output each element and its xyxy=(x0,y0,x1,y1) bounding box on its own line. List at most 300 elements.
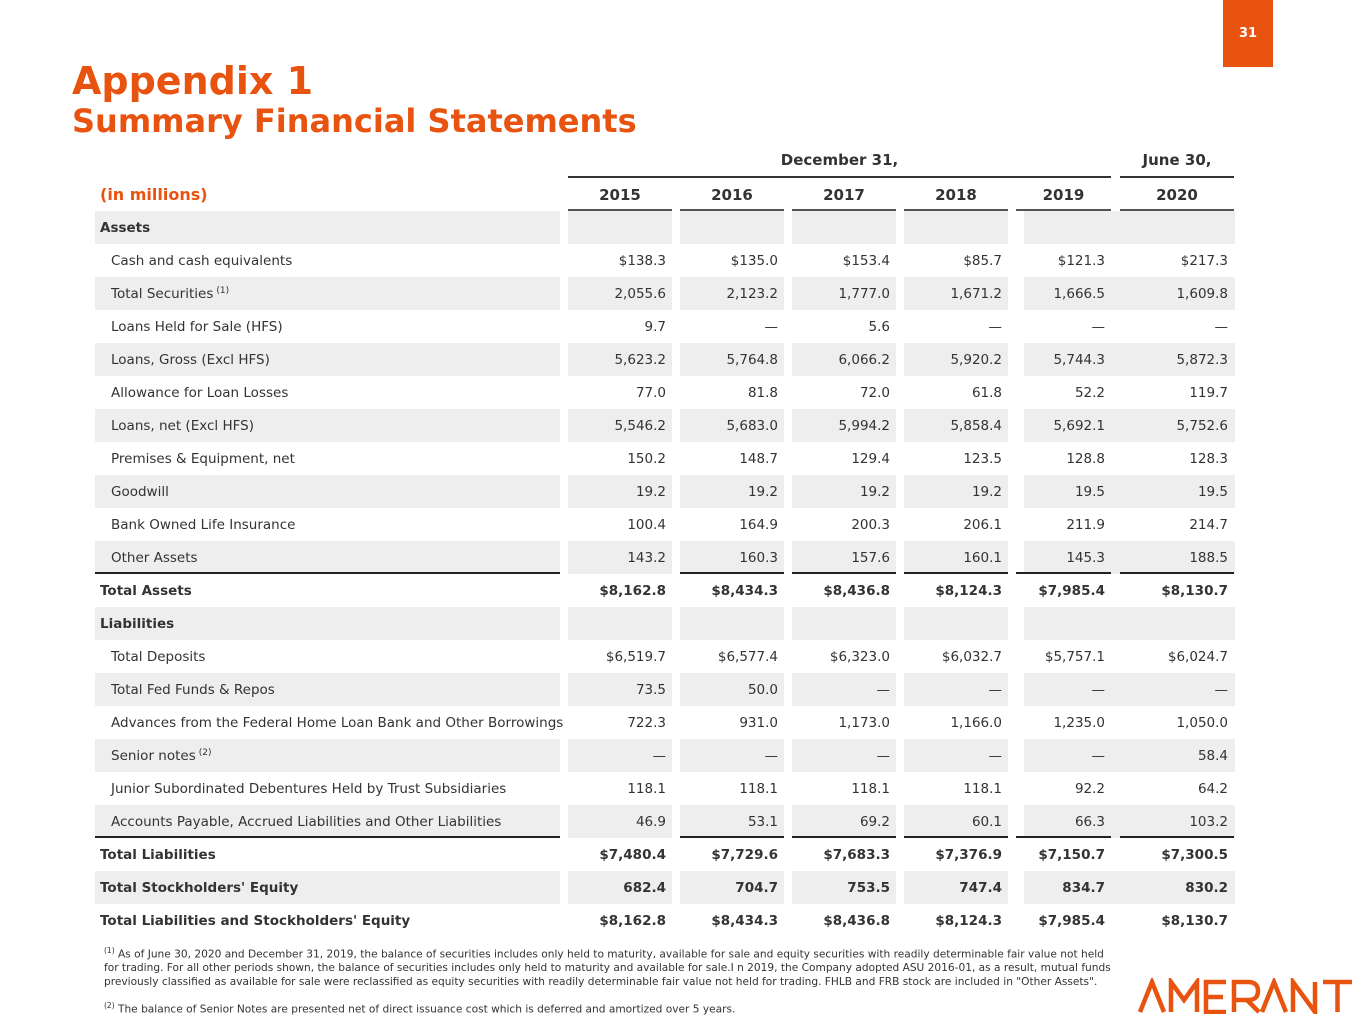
column-gap xyxy=(672,838,680,871)
cell-2015: 5,546.2 xyxy=(614,417,666,434)
column-gap xyxy=(896,475,904,508)
cell-2019: — xyxy=(1091,318,1105,335)
cell-2017: $8,436.8 xyxy=(823,582,890,599)
cell-2018: $6,032.7 xyxy=(941,648,1002,665)
cell-2019: — xyxy=(1091,681,1105,698)
cell-2019: $7,985.4 xyxy=(1038,912,1105,929)
column-gap xyxy=(560,904,568,937)
cell-2020: 5,752.6 xyxy=(1176,417,1228,434)
column-gap xyxy=(784,805,792,838)
cell-2017: 753.5 xyxy=(847,879,890,896)
cell-2018: $7,376.9 xyxy=(935,846,1002,863)
table-row-total-stockholders-equity xyxy=(95,871,1235,904)
row-label xyxy=(111,244,292,277)
column-gap xyxy=(784,706,792,739)
footnote-2 xyxy=(104,999,1119,1017)
column-gap xyxy=(784,871,792,904)
column-gap xyxy=(896,310,904,343)
cell-2016: $7,729.6 xyxy=(711,846,778,863)
cell-2017: $8,436.8 xyxy=(823,912,890,929)
row-label xyxy=(100,607,174,640)
column-gap xyxy=(1008,772,1016,805)
cell-2019: $121.3 xyxy=(1057,252,1105,269)
cell-2018: — xyxy=(988,681,1002,698)
column-gap xyxy=(784,904,792,937)
column-gap xyxy=(672,805,680,838)
column-gap xyxy=(1008,838,1016,871)
column-gap xyxy=(896,409,904,442)
row-label-text: Other Assets xyxy=(111,549,198,566)
row-label-text: Liabilities xyxy=(100,615,175,632)
amerant-logo xyxy=(1138,978,1358,1014)
cell-2018: 19.2 xyxy=(971,483,1002,500)
column-gap xyxy=(560,739,568,772)
column-gap xyxy=(672,442,680,475)
column-gap xyxy=(784,640,792,673)
year-header: 2017 xyxy=(823,185,865,204)
units-label: (in millions) xyxy=(100,185,208,204)
page-number: 31 xyxy=(1238,26,1258,41)
cell-2016: 164.9 xyxy=(739,516,778,533)
footnote-1-marker: (1) xyxy=(104,946,115,955)
cell-2020: $8,130.7 xyxy=(1161,582,1228,599)
column-gap xyxy=(560,442,568,475)
column-gap xyxy=(784,343,792,376)
cell-2016: 5,764.8 xyxy=(726,351,778,368)
cell-2015: 9.7 xyxy=(644,318,666,335)
row-label-text: Total Liabilities xyxy=(100,846,216,863)
cell-2015: — xyxy=(652,747,666,764)
table-row-premises-equipment-net xyxy=(95,442,1235,475)
column-gap xyxy=(784,739,792,772)
column-gap xyxy=(560,277,568,310)
cell-2015: $7,480.4 xyxy=(599,846,666,863)
row-label xyxy=(111,310,283,343)
column-gap xyxy=(672,211,680,244)
cell-2018: 747.4 xyxy=(959,879,1002,896)
column-gap xyxy=(560,838,568,871)
page-title: Appendix 1 xyxy=(72,59,314,103)
row-label xyxy=(111,376,288,409)
cell-2019: $7,150.7 xyxy=(1038,846,1105,863)
cell-2020: 5,872.3 xyxy=(1176,351,1228,368)
column-gap xyxy=(560,541,568,574)
cell-2015: 19.2 xyxy=(635,483,666,500)
row-label-text: Accounts Payable, Accrued Liabilities and Other Liabilities xyxy=(111,813,502,830)
row-label-text: Allowance for Loan Losses xyxy=(111,384,289,401)
column-gap xyxy=(896,244,904,277)
table-row-total-liabilities xyxy=(95,838,1235,871)
page-number-badge xyxy=(1223,0,1273,67)
column-gap xyxy=(672,772,680,805)
column-gap xyxy=(1008,409,1016,442)
cell-2020: $217.3 xyxy=(1180,252,1228,269)
table-row-loans-held-for-sale-hfs xyxy=(95,310,1235,343)
row-label xyxy=(111,442,295,475)
column-gap xyxy=(1008,574,1016,607)
column-gap xyxy=(896,640,904,673)
row-label-text: Assets xyxy=(100,219,151,236)
column-gap xyxy=(896,871,904,904)
column-gap xyxy=(896,739,904,772)
cell-2015: 118.1 xyxy=(627,780,666,797)
cell-2016: — xyxy=(764,747,778,764)
column-gap xyxy=(560,607,568,640)
cell-2017: $153.4 xyxy=(842,252,890,269)
cell-2015: $138.3 xyxy=(618,252,666,269)
cell-2015: 2,055.6 xyxy=(614,285,666,302)
cell-2020 xyxy=(1120,211,1228,244)
cell-2018: — xyxy=(988,318,1002,335)
column-gap xyxy=(560,475,568,508)
cell-2020: 103.2 xyxy=(1189,813,1228,830)
column-gap xyxy=(672,475,680,508)
column-gap xyxy=(560,244,568,277)
row-label xyxy=(100,574,192,607)
cell-2019: 834.7 xyxy=(1062,879,1105,896)
cell-2018: 206.1 xyxy=(963,516,1002,533)
row-label xyxy=(100,871,298,904)
cell-2017: 5.6 xyxy=(868,318,890,335)
column-gap xyxy=(672,508,680,541)
cell-2018: $8,124.3 xyxy=(935,912,1002,929)
cell-2020: 214.7 xyxy=(1189,516,1228,533)
row-label xyxy=(100,904,410,937)
column-gap xyxy=(896,673,904,706)
cell-2017: — xyxy=(876,681,890,698)
row-label-text: Bank Owned Life Insurance xyxy=(111,516,296,533)
page-subtitle: Summary Financial Statements xyxy=(72,102,637,140)
cell-2015: 150.2 xyxy=(627,450,666,467)
column-gap xyxy=(896,772,904,805)
column-gap xyxy=(896,541,904,574)
column-gap xyxy=(672,640,680,673)
cell-2016: $135.0 xyxy=(730,252,778,269)
row-label xyxy=(111,706,563,739)
column-gap xyxy=(896,442,904,475)
cell-2018 xyxy=(904,607,1002,640)
column-gap xyxy=(784,838,792,871)
column-gap xyxy=(672,409,680,442)
cell-2018: 61.8 xyxy=(971,384,1002,401)
cell-2019: $5,757.1 xyxy=(1044,648,1105,665)
column-gap xyxy=(1008,607,1016,640)
column-gap xyxy=(784,244,792,277)
footnote-2-marker: (2) xyxy=(104,1001,115,1010)
column-gap xyxy=(1008,244,1016,277)
row-label-text: Total Stockholders' Equity xyxy=(100,879,299,896)
column-gap xyxy=(784,277,792,310)
cell-2018: — xyxy=(988,747,1002,764)
cell-2018: 118.1 xyxy=(963,780,1002,797)
table-row-total-fed-funds-repos xyxy=(95,673,1235,706)
cell-2018: 123.5 xyxy=(963,450,1002,467)
row-label-text: Loans, net (Excl HFS) xyxy=(111,417,254,434)
row-label xyxy=(111,772,506,805)
cell-2018: $85.7 xyxy=(963,252,1002,269)
column-gap xyxy=(560,871,568,904)
row-label-text: Junior Subordinated Debentures Held by Trust Subsidiaries xyxy=(111,780,507,797)
cell-2017: 200.3 xyxy=(851,516,890,533)
footnote-1 xyxy=(104,944,1119,989)
cell-2017: 1,173.0 xyxy=(838,714,890,731)
column-gap xyxy=(1008,310,1016,343)
table-row-liabilities xyxy=(95,607,1235,640)
cell-2019: 19.5 xyxy=(1074,483,1105,500)
cell-2020: 119.7 xyxy=(1189,384,1228,401)
row-label-text: Total Fed Funds & Repos xyxy=(111,681,275,698)
column-gap xyxy=(896,277,904,310)
cell-2020: 830.2 xyxy=(1185,879,1228,896)
column-gap xyxy=(1008,277,1016,310)
column-gap xyxy=(896,211,904,244)
year-header: 2015 xyxy=(599,185,641,204)
column-gap xyxy=(672,706,680,739)
column-gap xyxy=(1008,442,1016,475)
column-gap xyxy=(672,739,680,772)
cell-2017: 118.1 xyxy=(851,780,890,797)
table-row-senior-notes xyxy=(95,739,1235,772)
column-gap xyxy=(784,442,792,475)
column-gap xyxy=(672,574,680,607)
cell-2016 xyxy=(680,211,778,244)
cell-2019: 5,744.3 xyxy=(1053,351,1105,368)
column-gap xyxy=(672,673,680,706)
cell-2020: — xyxy=(1214,681,1228,698)
cell-2017: 157.6 xyxy=(851,549,890,566)
cell-2016: 2,123.2 xyxy=(726,285,778,302)
footnote-1-text: As of June 30, 2020 and December 31, 2019, the balance of securities includes only held to maturity, available for sale and equity securities with readily determinable fair value not held for trading. For all other periods shown, the balance of securities includes only held to maturity and available for sale.I n 2019, the Company adopted ASU 2016-01, as a result, mutual funds previously classified as available for sale were reclassified as equity securities with readily determinable fair value not held for trading. FHLB and FRB stock are included in "Other Assets". xyxy=(104,948,1111,988)
row-label xyxy=(111,805,501,838)
cell-2016: $6,577.4 xyxy=(717,648,778,665)
column-gap xyxy=(784,508,792,541)
table-row-loans-net-excl-hfs xyxy=(95,409,1235,442)
cell-2019: 92.2 xyxy=(1074,780,1105,797)
cell-2016: 118.1 xyxy=(739,780,778,797)
column-gap xyxy=(1008,904,1016,937)
cell-2015: 100.4 xyxy=(627,516,666,533)
cell-2017 xyxy=(792,211,890,244)
cell-2017: 5,994.2 xyxy=(838,417,890,434)
column-gap xyxy=(1008,475,1016,508)
table-row-goodwill xyxy=(95,475,1235,508)
cell-2018: 1,671.2 xyxy=(950,285,1002,302)
column-gap xyxy=(560,343,568,376)
cell-2015: $8,162.8 xyxy=(599,582,666,599)
column-gap xyxy=(784,574,792,607)
year-header: 2020 xyxy=(1156,185,1198,204)
cell-2019: 128.8 xyxy=(1066,450,1105,467)
cell-2016: 50.0 xyxy=(747,681,778,698)
cell-2015: 73.5 xyxy=(635,681,666,698)
row-label xyxy=(111,673,275,706)
table-row-accounts-payable-accrued-liabilities-and-other-liabilities xyxy=(95,805,1235,838)
cell-2017: $7,683.3 xyxy=(823,846,890,863)
column-gap xyxy=(560,805,568,838)
cell-2015: $6,519.7 xyxy=(605,648,666,665)
column-gap xyxy=(896,706,904,739)
cell-2018: $8,124.3 xyxy=(935,582,1002,599)
cell-2016: — xyxy=(764,318,778,335)
cell-2019: 211.9 xyxy=(1066,516,1105,533)
cell-2016 xyxy=(680,607,778,640)
cell-2016: $8,434.3 xyxy=(711,912,778,929)
table-row-cash-and-cash-equivalents xyxy=(95,244,1235,277)
row-label-text: Total Assets xyxy=(100,582,192,599)
cell-2017: 1,777.0 xyxy=(838,285,890,302)
table-row-total-assets xyxy=(95,574,1235,607)
row-label-text: Cash and cash equivalents xyxy=(111,252,293,269)
cell-2019: 52.2 xyxy=(1074,384,1105,401)
cell-2016: 160.3 xyxy=(739,549,778,566)
column-gap xyxy=(672,904,680,937)
cell-2016: 81.8 xyxy=(747,384,778,401)
cell-2015: 5,623.2 xyxy=(614,351,666,368)
cell-2016: 5,683.0 xyxy=(726,417,778,434)
row-label xyxy=(100,838,216,871)
column-gap xyxy=(560,772,568,805)
column-gap xyxy=(896,805,904,838)
cell-2020: 19.5 xyxy=(1197,483,1228,500)
cell-2015 xyxy=(568,607,666,640)
column-gap xyxy=(560,211,568,244)
cell-2019 xyxy=(1016,607,1105,640)
cell-2020: 128.3 xyxy=(1189,450,1228,467)
table-row-allowance-for-loan-losses xyxy=(95,376,1235,409)
column-gap xyxy=(1008,739,1016,772)
cell-2016: 53.1 xyxy=(747,813,778,830)
row-label-text: Goodwill xyxy=(111,483,169,500)
cell-2019: 1,235.0 xyxy=(1053,714,1105,731)
cell-2015: 77.0 xyxy=(635,384,666,401)
cell-2019: 66.3 xyxy=(1074,813,1105,830)
cell-2017 xyxy=(792,607,890,640)
column-gap xyxy=(672,310,680,343)
cell-2020: — xyxy=(1214,318,1228,335)
footnote-marker: (2) xyxy=(198,747,212,758)
cell-2018 xyxy=(904,211,1002,244)
june-header: June 30, xyxy=(1120,144,1234,178)
table-row-bank-owned-life-insurance xyxy=(95,508,1235,541)
footnote-2-text: The balance of Senior Notes are presented net of direct issuance cost which is deferred and amortized over 5 years. xyxy=(118,1003,736,1016)
table-row-total-deposits xyxy=(95,640,1235,673)
table-row-assets xyxy=(95,211,1235,244)
cell-2017: 129.4 xyxy=(851,450,890,467)
row-label-text: Total Liabilities and Stockholders' Equity xyxy=(100,912,411,929)
table-row-advances-from-the-federal-home-loan-bank-and-other-borrowings xyxy=(95,706,1235,739)
column-gap xyxy=(896,508,904,541)
cell-2015: 143.2 xyxy=(627,549,666,566)
row-label xyxy=(111,640,205,673)
column-gap xyxy=(1008,640,1016,673)
cell-2019: $7,985.4 xyxy=(1038,582,1105,599)
cell-2020: $8,130.7 xyxy=(1161,912,1228,929)
cell-2020 xyxy=(1120,607,1228,640)
cell-2018: 60.1 xyxy=(971,813,1002,830)
column-gap xyxy=(560,310,568,343)
cell-2017: 69.2 xyxy=(859,813,890,830)
row-label xyxy=(100,211,150,244)
column-gap xyxy=(896,376,904,409)
cell-2015 xyxy=(568,211,666,244)
cell-2019: 1,666.5 xyxy=(1053,285,1105,302)
table-row-total-liabilities-and-stockholders-equity xyxy=(95,904,1235,937)
column-gap xyxy=(672,541,680,574)
table-row-junior-subordinated-debentures-held-by-trust-subsidiaries xyxy=(95,772,1235,805)
column-gap xyxy=(560,409,568,442)
row-label-text: Loans, Gross (Excl HFS) xyxy=(111,351,270,368)
cell-2015: 46.9 xyxy=(635,813,666,830)
column-gap xyxy=(784,376,792,409)
column-gap xyxy=(1008,211,1016,244)
column-gap xyxy=(1008,871,1016,904)
column-gap xyxy=(896,574,904,607)
column-gap xyxy=(1008,541,1016,574)
cell-2016: 931.0 xyxy=(739,714,778,731)
cell-2018: 1,166.0 xyxy=(950,714,1002,731)
column-gap xyxy=(560,376,568,409)
year-header: 2016 xyxy=(711,185,753,204)
cell-2015: 722.3 xyxy=(627,714,666,731)
row-label xyxy=(111,475,169,508)
cell-2017: 6,066.2 xyxy=(838,351,890,368)
column-gap xyxy=(672,343,680,376)
column-gap xyxy=(560,574,568,607)
column-gap xyxy=(784,310,792,343)
table-row-other-assets xyxy=(95,541,1235,574)
column-gap xyxy=(784,673,792,706)
column-gap xyxy=(672,376,680,409)
cell-2018: 160.1 xyxy=(963,549,1002,566)
cell-2016: 19.2 xyxy=(747,483,778,500)
cell-2019: 145.3 xyxy=(1066,549,1105,566)
column-gap xyxy=(672,277,680,310)
column-gap xyxy=(560,640,568,673)
row-label xyxy=(111,277,229,310)
column-gap xyxy=(784,475,792,508)
cell-2019: 5,692.1 xyxy=(1053,417,1105,434)
table-row-total-securities xyxy=(95,277,1235,310)
cell-2020: 1,050.0 xyxy=(1176,714,1228,731)
row-label-text: Senior notes xyxy=(111,747,196,764)
table-row-loans-gross-excl-hfs xyxy=(95,343,1235,376)
cell-2020: 64.2 xyxy=(1197,780,1228,797)
column-gap xyxy=(560,508,568,541)
cell-2020: $6,024.7 xyxy=(1167,648,1228,665)
column-gap xyxy=(1008,805,1016,838)
row-label xyxy=(111,508,295,541)
cell-2019: — xyxy=(1091,747,1105,764)
column-gap xyxy=(560,673,568,706)
cell-2016: $8,434.3 xyxy=(711,582,778,599)
column-gap xyxy=(896,904,904,937)
cell-2017: — xyxy=(876,747,890,764)
column-gap xyxy=(896,838,904,871)
row-label xyxy=(111,541,198,574)
cell-2016: 704.7 xyxy=(735,879,778,896)
cell-2020: 1,609.8 xyxy=(1176,285,1228,302)
row-label xyxy=(111,739,211,772)
cell-2018: 5,920.2 xyxy=(950,351,1002,368)
column-gap xyxy=(672,607,680,640)
row-label xyxy=(111,343,270,376)
cell-2016: 148.7 xyxy=(739,450,778,467)
column-gap xyxy=(1008,673,1016,706)
column-gap xyxy=(896,343,904,376)
cell-2020: 188.5 xyxy=(1189,549,1228,566)
cell-2020: 58.4 xyxy=(1197,747,1228,764)
column-gap xyxy=(784,541,792,574)
